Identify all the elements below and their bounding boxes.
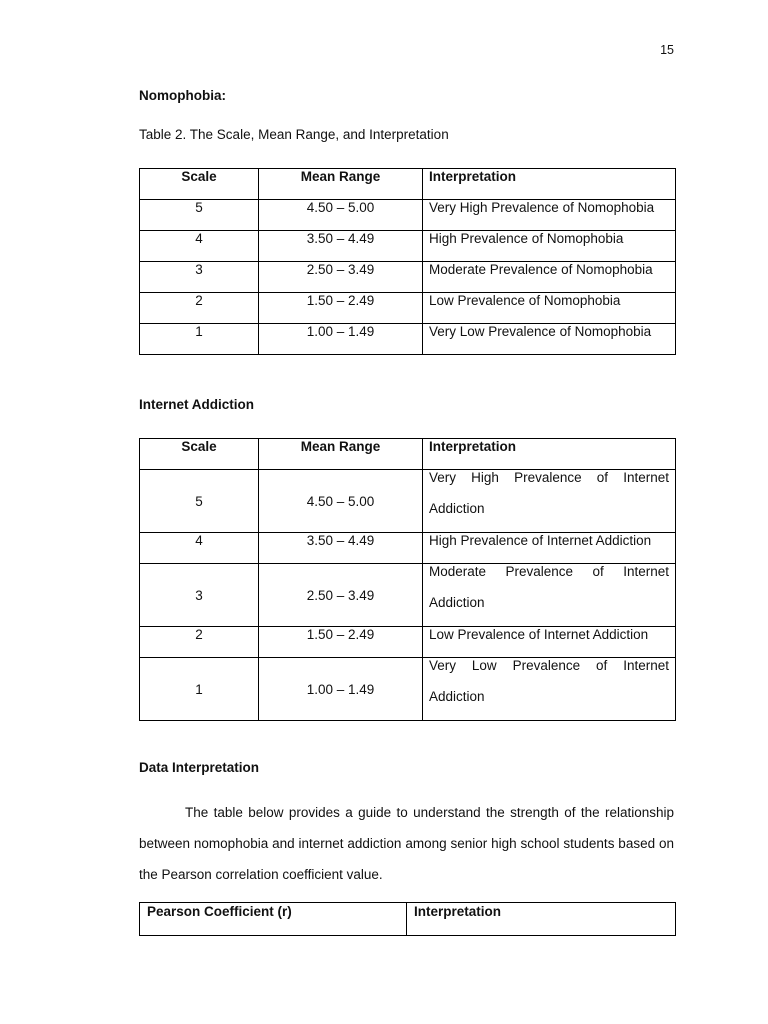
header-interpretation: Interpretation: [423, 439, 676, 470]
mean-range-cell: 3.50 – 4.49: [259, 533, 423, 564]
data-interpretation-heading: Data Interpretation: [139, 760, 260, 775]
header-mean-range: Mean Range: [259, 439, 423, 470]
interpretation-text: Very Low Prevalence of Internet Addiction: [429, 658, 669, 704]
mean-range-cell: 4.50 – 5.00: [259, 470, 423, 533]
interpretation-cell: Very High Prevalence of Nomophobia: [423, 200, 676, 231]
header-interpretation: Interpretation: [423, 169, 676, 200]
paragraph-text: The table below provides a guide to understand the strength of the relationship between nomophobia and internet addiction among senior high school students based on the Pearson correlation coefficient value.: [139, 805, 674, 882]
table-row: [140, 231, 676, 262]
scale-cell: 4: [140, 231, 259, 262]
header-scale: Scale: [140, 169, 259, 200]
table-row: [140, 293, 676, 324]
mean-range-cell: 3.50 – 4.49: [259, 231, 423, 262]
scale-cell: 5: [140, 470, 259, 533]
header-interpretation: Interpretation: [407, 903, 676, 936]
nomophobia-heading: Nomophobia:: [139, 88, 226, 103]
scale-cell: 2: [140, 627, 259, 658]
scale-cell: 4: [140, 533, 259, 564]
table-header-row: [140, 903, 676, 936]
mean-range-cell: 1.00 – 1.49: [259, 658, 423, 721]
header-pearson-coefficient: Pearson Coefficient (r): [140, 903, 407, 936]
page-number: 15: [660, 43, 674, 57]
interpretation-cell: Low Prevalence of Nomophobia: [423, 293, 676, 324]
interpretation-cell: Very Low Prevalence of Nomophobia: [423, 324, 676, 355]
scale-cell: 3: [140, 564, 259, 627]
interpretation-cell: [423, 658, 676, 721]
internet-addiction-heading: Internet Addiction: [139, 397, 254, 412]
mean-range-cell: 1.00 – 1.49: [259, 324, 423, 355]
table-row: [140, 262, 676, 293]
table-header-row: [140, 169, 676, 200]
table-row: [140, 324, 676, 355]
nomophobia-table: [139, 168, 676, 355]
table-row: [140, 564, 676, 627]
mean-range-cell: 4.50 – 5.00: [259, 200, 423, 231]
scale-cell: 5: [140, 200, 259, 231]
table-row: [140, 658, 676, 721]
interpretation-cell: High Prevalence of Internet Addiction: [423, 533, 676, 564]
internet-addiction-table: [139, 438, 676, 721]
table-caption: Table 2. The Scale, Mean Range, and Interpretation: [139, 127, 449, 142]
pearson-table: [139, 902, 676, 936]
scale-cell: 1: [140, 658, 259, 721]
table-row: [140, 470, 676, 533]
interpretation-cell: High Prevalence of Nomophobia: [423, 231, 676, 262]
scale-cell: 3: [140, 262, 259, 293]
interpretation-text: Very High Prevalence of Internet Addiction: [429, 470, 669, 516]
mean-range-cell: 2.50 – 3.49: [259, 564, 423, 627]
table-row: [140, 200, 676, 231]
interpretation-cell: Moderate Prevalence of Nomophobia: [423, 262, 676, 293]
interpretation-cell: [423, 470, 676, 533]
header-mean-range: Mean Range: [259, 169, 423, 200]
mean-range-cell: 1.50 – 2.49: [259, 627, 423, 658]
mean-range-cell: 1.50 – 2.49: [259, 293, 423, 324]
scale-cell: 2: [140, 293, 259, 324]
header-scale: Scale: [140, 439, 259, 470]
mean-range-cell: 2.50 – 3.49: [259, 262, 423, 293]
body-paragraph: [139, 797, 674, 890]
scale-cell: 1: [140, 324, 259, 355]
interpretation-cell: Low Prevalence of Internet Addiction: [423, 627, 676, 658]
interpretation-text: Moderate Prevalence of Internet Addiction: [429, 564, 669, 610]
interpretation-cell: [423, 564, 676, 627]
